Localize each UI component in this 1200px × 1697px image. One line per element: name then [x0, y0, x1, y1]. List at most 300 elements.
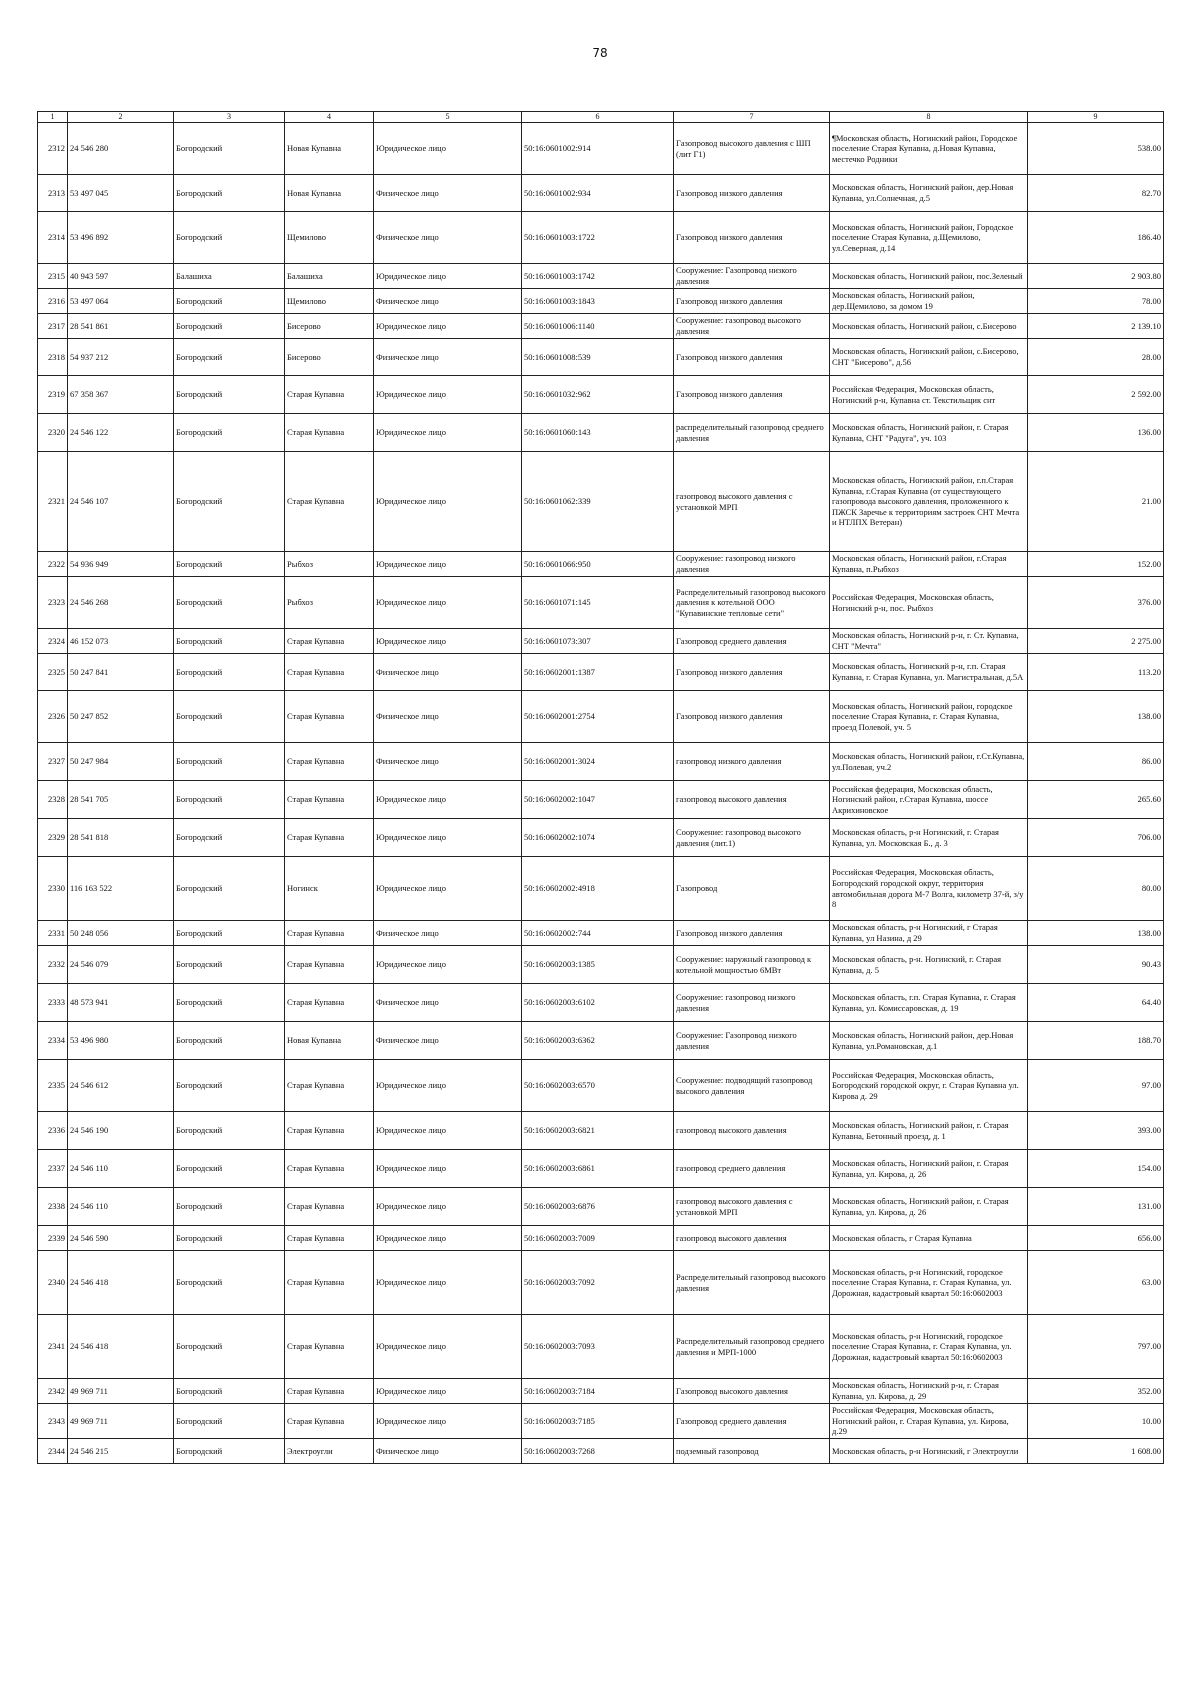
cadastral-number: 50:16:0601066:950: [522, 552, 674, 577]
object-name: Сооружение: газопровод высокого давления (лит.1): [674, 819, 830, 857]
district: Богородский: [174, 984, 285, 1022]
table-row: [38, 921, 1164, 946]
table-row: [38, 629, 1164, 654]
row-number: 2326: [38, 691, 68, 743]
area-value: 188.70: [1028, 1022, 1164, 1060]
cadastral-number: 50:16:0601008:539: [522, 339, 674, 376]
registry-table: [37, 111, 1164, 1464]
row-number: 2328: [38, 781, 68, 819]
object-id: 24 546 190: [68, 1112, 174, 1150]
cadastral-number: 50:16:0601071:145: [522, 577, 674, 629]
locality: Старая Купавна: [285, 376, 374, 414]
address: Московская область, р-н Ногинский, городское поселение Старая Купавна, г. Старая Купавна, ул. Дорожная, кадастровый квартал 50:16:0602003: [830, 1251, 1028, 1315]
row-number: 2319: [38, 376, 68, 414]
district: Богородский: [174, 1060, 285, 1112]
district: Богородский: [174, 743, 285, 781]
district: Богородский: [174, 376, 285, 414]
object-name: Распределительный газопровод среднего давления и МРП-1000: [674, 1315, 830, 1379]
table-row: [38, 414, 1164, 452]
locality: Бисерово: [285, 314, 374, 339]
address: Московская область, Ногинский район, дер.Новая Купавна, ул.Романовская, д.1: [830, 1022, 1028, 1060]
owner-type: Юридическое лицо: [374, 1188, 522, 1226]
table-row: [38, 264, 1164, 289]
address: Российская федерация, Московская область, Ногинский район, г.Старая Купавна, шоссе Акрихиновское: [830, 781, 1028, 819]
area-value: 706.00: [1028, 819, 1164, 857]
district: Богородский: [174, 654, 285, 691]
address: Московская область, Ногинский район, дер.Новая Купавна, ул.Солнечная, д.5: [830, 175, 1028, 212]
object-name: газопровод высокого давления: [674, 1112, 830, 1150]
object-name: газопровод высокого давления: [674, 1226, 830, 1251]
object-name: газопровод низкого давления: [674, 743, 830, 781]
locality: Бисерово: [285, 339, 374, 376]
object-name: подземный газопровод: [674, 1438, 830, 1463]
table-row: [38, 857, 1164, 921]
object-id: 24 546 079: [68, 946, 174, 984]
table-row: [38, 1022, 1164, 1060]
object-id: 24 546 110: [68, 1188, 174, 1226]
object-id: 49 969 711: [68, 1404, 174, 1439]
owner-type: Юридическое лицо: [374, 1226, 522, 1251]
table-row: [38, 1404, 1164, 1439]
object-id: 50 247 984: [68, 743, 174, 781]
locality: Новая Купавна: [285, 175, 374, 212]
table-row: [38, 123, 1164, 175]
area-value: 64.40: [1028, 984, 1164, 1022]
area-value: 152.00: [1028, 552, 1164, 577]
cadastral-number: 50:16:0601002:934: [522, 175, 674, 212]
owner-type: Юридическое лицо: [374, 819, 522, 857]
district: Богородский: [174, 123, 285, 175]
object-id: 53 497 064: [68, 289, 174, 314]
owner-type: Физическое лицо: [374, 743, 522, 781]
object-name: Сооружение: наружный газопровод к котельной мощностью 6МВт: [674, 946, 830, 984]
object-name: Газопровод низкого давления: [674, 921, 830, 946]
address: Московская область, р-н Ногинский, г. Старая Купавна, ул. Московская Б., д. 3: [830, 819, 1028, 857]
area-value: 138.00: [1028, 921, 1164, 946]
object-id: 24 546 280: [68, 123, 174, 175]
table-row: [38, 175, 1164, 212]
table-row: [38, 376, 1164, 414]
owner-type: Юридическое лицо: [374, 452, 522, 552]
owner-type: Юридическое лицо: [374, 552, 522, 577]
owner-type: Физическое лицо: [374, 175, 522, 212]
locality: Старая Купавна: [285, 984, 374, 1022]
area-value: 90.43: [1028, 946, 1164, 984]
row-number: 2324: [38, 629, 68, 654]
district: Богородский: [174, 629, 285, 654]
table-row: [38, 339, 1164, 376]
object-name: Газопровод низкого давления: [674, 376, 830, 414]
cadastral-number: 50:16:0601062:339: [522, 452, 674, 552]
object-id: 24 546 268: [68, 577, 174, 629]
table-row: [38, 1315, 1164, 1379]
table-row: [38, 1379, 1164, 1404]
object-name: Газопровод низкого давления: [674, 289, 830, 314]
cadastral-number: 50:16:0601002:914: [522, 123, 674, 175]
cadastral-number: 50:16:0602003:7185: [522, 1404, 674, 1439]
object-id: 24 546 122: [68, 414, 174, 452]
object-id: 24 546 215: [68, 1438, 174, 1463]
locality: Старая Купавна: [285, 1404, 374, 1439]
row-number: 2318: [38, 339, 68, 376]
district: Богородский: [174, 819, 285, 857]
address: Российская Федерация, Московская область, Ногинский район, г. Старая Купавна, ул. Кирова, д.29: [830, 1404, 1028, 1439]
owner-type: Юридическое лицо: [374, 629, 522, 654]
locality: Новая Купавна: [285, 1022, 374, 1060]
object-name: распределительный газопровод среднего давления: [674, 414, 830, 452]
cadastral-number: 50:16:0602003:6102: [522, 984, 674, 1022]
district: Богородский: [174, 577, 285, 629]
locality: Новая Купавна: [285, 123, 374, 175]
object-id: 28 541 705: [68, 781, 174, 819]
address: Московская область, р-н Ногинский, г Старая Купавна, ул Назина, д 29: [830, 921, 1028, 946]
cadastral-number: 50:16:0601003:1843: [522, 289, 674, 314]
cadastral-number: 50:16:0602001:2754: [522, 691, 674, 743]
cadastral-number: 50:16:0601006:1140: [522, 314, 674, 339]
object-name: Распределительный газопровод высокого давления: [674, 1251, 830, 1315]
owner-type: Физическое лицо: [374, 339, 522, 376]
locality: Старая Купавна: [285, 1251, 374, 1315]
column-header: 9: [1028, 112, 1164, 123]
locality: Старая Купавна: [285, 819, 374, 857]
district: Богородский: [174, 1022, 285, 1060]
object-name: Сооружение: подводящий газопровод высокого давления: [674, 1060, 830, 1112]
row-number: 2342: [38, 1379, 68, 1404]
area-value: 393.00: [1028, 1112, 1164, 1150]
owner-type: Юридическое лицо: [374, 946, 522, 984]
locality: Старая Купавна: [285, 654, 374, 691]
object-name: Сооружение: газопровод низкого давления: [674, 552, 830, 577]
area-value: 28.00: [1028, 339, 1164, 376]
table-row: [38, 781, 1164, 819]
area-value: 2 592.00: [1028, 376, 1164, 414]
owner-type: Юридическое лицо: [374, 1060, 522, 1112]
district: Богородский: [174, 452, 285, 552]
object-id: 116 163 522: [68, 857, 174, 921]
row-number: 2317: [38, 314, 68, 339]
object-id: 53 497 045: [68, 175, 174, 212]
area-value: 352.00: [1028, 1379, 1164, 1404]
owner-type: Физическое лицо: [374, 691, 522, 743]
locality: Рыбхоз: [285, 552, 374, 577]
district: Богородский: [174, 1404, 285, 1439]
column-header: 1: [38, 112, 68, 123]
object-id: 46 152 073: [68, 629, 174, 654]
owner-type: Юридическое лицо: [374, 1315, 522, 1379]
object-name: газопровод высокого давления: [674, 781, 830, 819]
object-name: Газопровод среднего давления: [674, 629, 830, 654]
owner-type: Юридическое лицо: [374, 1251, 522, 1315]
address: ¶Московская область, Ногинский район, Городское поселение Старая Купавна, д.Новая Купавна, местечко Родники: [830, 123, 1028, 175]
object-name: Сооружение: Газопровод низкого давления: [674, 264, 830, 289]
area-value: 1 608.00: [1028, 1438, 1164, 1463]
area-value: 797.00: [1028, 1315, 1164, 1379]
row-number: 2332: [38, 946, 68, 984]
row-number: 2320: [38, 414, 68, 452]
address: Московская область, Ногинский район, с.Бисерово, СНТ "Бисерово", д.56: [830, 339, 1028, 376]
row-number: 2331: [38, 921, 68, 946]
locality: Старая Купавна: [285, 414, 374, 452]
address: Московская область, Ногинский район, г. Старая Купавна, Бетонный проезд, д. 1: [830, 1112, 1028, 1150]
address: Московская область, р-н Ногинский, городское поселение Старая Купавна, г. Старая Купавна, ул. Дорожная, кадастровый квартал 50:16:0602003: [830, 1315, 1028, 1379]
owner-type: Юридическое лицо: [374, 123, 522, 175]
area-value: 10.00: [1028, 1404, 1164, 1439]
row-number: 2337: [38, 1150, 68, 1188]
object-name: Газопровод низкого давления: [674, 691, 830, 743]
row-number: 2327: [38, 743, 68, 781]
area-value: 656.00: [1028, 1226, 1164, 1251]
table-row: [38, 212, 1164, 264]
row-number: 2315: [38, 264, 68, 289]
district: Богородский: [174, 414, 285, 452]
address: Московская область, Ногинский район, г. Старая Купавна, СНТ "Радуга", уч. 103: [830, 414, 1028, 452]
table-row: [38, 1150, 1164, 1188]
address: Российская Федерация, Московская область, Ногинский р-н, пос. Рыбхоз: [830, 577, 1028, 629]
area-value: 63.00: [1028, 1251, 1164, 1315]
district: Богородский: [174, 1438, 285, 1463]
locality: Рыбхоз: [285, 577, 374, 629]
table-row: [38, 654, 1164, 691]
owner-type: Юридическое лицо: [374, 414, 522, 452]
row-number: 2339: [38, 1226, 68, 1251]
district: Балашиха: [174, 264, 285, 289]
table-row: [38, 314, 1164, 339]
owner-type: Юридическое лицо: [374, 1150, 522, 1188]
district: Богородский: [174, 857, 285, 921]
address: Российская Федерация, Московская область, Богородский городской округ, территория автомобильная дорога М-7 Волга, километр 37-й, з/у 8: [830, 857, 1028, 921]
cadastral-number: 50:16:0602003:7009: [522, 1226, 674, 1251]
object-id: 50 247 852: [68, 691, 174, 743]
cadastral-number: 50:16:0602003:7093: [522, 1315, 674, 1379]
object-name: Сооружение: газопровод низкого давления: [674, 984, 830, 1022]
address: Московская область, р-н Ногинский, г Электроугли: [830, 1438, 1028, 1463]
locality: Старая Купавна: [285, 691, 374, 743]
locality: Ногинск: [285, 857, 374, 921]
owner-type: Юридическое лицо: [374, 264, 522, 289]
row-number: 2335: [38, 1060, 68, 1112]
address: Московская область, Ногинский район, г.Старая Купавна, п.Рыбхоз: [830, 552, 1028, 577]
object-id: 53 496 980: [68, 1022, 174, 1060]
address: Московская область, Ногинский район, г.п.Старая Купавна, г.Старая Купавна (от существующего газопровода высокого давления, проложенного к ПЖСК Заречье к территориям застроек СНТ Мечта и НТЛПХ Ветеран): [830, 452, 1028, 552]
locality: Старая Купавна: [285, 1150, 374, 1188]
header-row: [38, 112, 1164, 123]
object-name: Распределительный газопровод высокого давления к котельной ООО "Купавинские тепловые сети": [674, 577, 830, 629]
locality: Старая Купавна: [285, 1188, 374, 1226]
owner-type: Физическое лицо: [374, 212, 522, 264]
district: Богородский: [174, 691, 285, 743]
address: Московская область, Ногинский район, с.Бисерово: [830, 314, 1028, 339]
column-header: 8: [830, 112, 1028, 123]
area-value: 97.00: [1028, 1060, 1164, 1112]
cadastral-number: 50:16:0602003:7268: [522, 1438, 674, 1463]
object-id: 24 546 107: [68, 452, 174, 552]
cadastral-number: 50:16:0602002:4918: [522, 857, 674, 921]
address: Московская область, Ногинский район, Городское поселение Старая Купавна, д.Щемилово, ул.Северная, д.14: [830, 212, 1028, 264]
address: Московская область, Ногинский район, дер.Щемилово, за домом 19: [830, 289, 1028, 314]
cadastral-number: 50:16:0602003:1385: [522, 946, 674, 984]
district: Богородский: [174, 314, 285, 339]
table-row: [38, 552, 1164, 577]
cadastral-number: 50:16:0601060:143: [522, 414, 674, 452]
cadastral-number: 50:16:0602003:7092: [522, 1251, 674, 1315]
district: Богородский: [174, 1315, 285, 1379]
table-row: [38, 691, 1164, 743]
locality: Старая Купавна: [285, 921, 374, 946]
row-number: 2334: [38, 1022, 68, 1060]
cadastral-number: 50:16:0602002:744: [522, 921, 674, 946]
locality: Старая Купавна: [285, 1112, 374, 1150]
row-number: 2325: [38, 654, 68, 691]
district: Богородский: [174, 1226, 285, 1251]
cadastral-number: 50:16:0602002:1047: [522, 781, 674, 819]
object-id: 24 546 418: [68, 1315, 174, 1379]
table-row: [38, 1438, 1164, 1463]
object-name: Газопровод высокого давления с ШП (лит Г1): [674, 123, 830, 175]
object-id: 28 541 818: [68, 819, 174, 857]
address: Московская область, г Старая Купавна: [830, 1226, 1028, 1251]
area-value: 136.00: [1028, 414, 1164, 452]
column-header: 5: [374, 112, 522, 123]
owner-type: Юридическое лицо: [374, 577, 522, 629]
area-value: 131.00: [1028, 1188, 1164, 1226]
table-row: [38, 1060, 1164, 1112]
object-name: Сооружение: газопровод высокого давления: [674, 314, 830, 339]
table-row: [38, 289, 1164, 314]
district: Богородский: [174, 946, 285, 984]
row-number: 2313: [38, 175, 68, 212]
district: Богородский: [174, 1188, 285, 1226]
row-number: 2340: [38, 1251, 68, 1315]
table-row: [38, 946, 1164, 984]
object-id: 28 541 861: [68, 314, 174, 339]
address: Московская область, р-н. Ногинский, г. Старая Купавна, д. 5: [830, 946, 1028, 984]
table-row: [38, 1251, 1164, 1315]
table-row: [38, 984, 1164, 1022]
row-number: 2338: [38, 1188, 68, 1226]
cadastral-number: 50:16:0601003:1722: [522, 212, 674, 264]
object-id: 54 936 949: [68, 552, 174, 577]
district: Богородский: [174, 781, 285, 819]
object-id: 53 496 892: [68, 212, 174, 264]
table-row: [38, 1226, 1164, 1251]
cadastral-number: 50:16:0602001:1387: [522, 654, 674, 691]
object-id: 24 546 110: [68, 1150, 174, 1188]
locality: Старая Купавна: [285, 781, 374, 819]
owner-type: Физическое лицо: [374, 1438, 522, 1463]
area-value: 82.70: [1028, 175, 1164, 212]
owner-type: Физическое лицо: [374, 654, 522, 691]
owner-type: Физическое лицо: [374, 1022, 522, 1060]
address: Московская область, Ногинский район, г. Старая Купавна, ул. Кирова, д. 26: [830, 1188, 1028, 1226]
address: Московская область, Ногинский р-н, г.п. Старая Купавна, г. Старая Купавна, ул. Магистральная, д.5А: [830, 654, 1028, 691]
owner-type: Юридическое лицо: [374, 1404, 522, 1439]
object-name: Газопровод среднего давления: [674, 1404, 830, 1439]
row-number: 2343: [38, 1404, 68, 1439]
cadastral-number: 50:16:0602003:6861: [522, 1150, 674, 1188]
column-header: 6: [522, 112, 674, 123]
object-name: Сооружение: Газопровод низкого давления: [674, 1022, 830, 1060]
district: Богородский: [174, 552, 285, 577]
area-value: 154.00: [1028, 1150, 1164, 1188]
area-value: 265.60: [1028, 781, 1164, 819]
table-row: [38, 819, 1164, 857]
area-value: 78.00: [1028, 289, 1164, 314]
cadastral-number: 50:16:0602002:1074: [522, 819, 674, 857]
address: Московская область, г.п. Старая Купавна, г. Старая Купавна, ул. Комиссаровская, д. 19: [830, 984, 1028, 1022]
cadastral-number: 50:16:0602003:6821: [522, 1112, 674, 1150]
area-value: 113.20: [1028, 654, 1164, 691]
object-id: 54 937 212: [68, 339, 174, 376]
table-row: [38, 743, 1164, 781]
object-name: Газопровод: [674, 857, 830, 921]
table-row: [38, 1112, 1164, 1150]
row-number: 2321: [38, 452, 68, 552]
row-number: 2312: [38, 123, 68, 175]
object-name: газопровод высокого давления с установкой МРП: [674, 452, 830, 552]
area-value: 2 275.00: [1028, 629, 1164, 654]
area-value: 376.00: [1028, 577, 1164, 629]
owner-type: Физическое лицо: [374, 984, 522, 1022]
area-value: 80.00: [1028, 857, 1164, 921]
row-number: 2322: [38, 552, 68, 577]
area-value: 538.00: [1028, 123, 1164, 175]
area-value: 138.00: [1028, 691, 1164, 743]
table-row: [38, 577, 1164, 629]
object-id: 24 546 418: [68, 1251, 174, 1315]
object-name: газопровод высокого давления с установкой МРП: [674, 1188, 830, 1226]
cadastral-number: 50:16:0602001:3024: [522, 743, 674, 781]
owner-type: Юридическое лицо: [374, 1379, 522, 1404]
locality: Балашиха: [285, 264, 374, 289]
district: Богородский: [174, 1150, 285, 1188]
object-name: Газопровод низкого давления: [674, 175, 830, 212]
area-value: 186.40: [1028, 212, 1164, 264]
object-name: Газопровод низкого давления: [674, 339, 830, 376]
object-id: 50 247 841: [68, 654, 174, 691]
address: Московская область, Ногинский район, г. Старая Купавна, ул. Кирова, д. 26: [830, 1150, 1028, 1188]
object-name: Газопровод низкого давления: [674, 212, 830, 264]
owner-type: Юридическое лицо: [374, 781, 522, 819]
address: Московская область, Ногинский район, городское поселение Старая Купавна, г. Старая Купавна, проезд Полевой, уч. 5: [830, 691, 1028, 743]
locality: Электроугли: [285, 1438, 374, 1463]
row-number: 2330: [38, 857, 68, 921]
row-number: 2341: [38, 1315, 68, 1379]
locality: Старая Купавна: [285, 629, 374, 654]
address: Московская область, Ногинский р-н, г. Ст. Купавна, СНТ "Мечта": [830, 629, 1028, 654]
row-number: 2314: [38, 212, 68, 264]
cadastral-number: 50:16:0601003:1742: [522, 264, 674, 289]
column-header: 4: [285, 112, 374, 123]
object-id: 67 358 367: [68, 376, 174, 414]
cadastral-number: 50:16:0601073:307: [522, 629, 674, 654]
locality: Старая Купавна: [285, 743, 374, 781]
owner-type: Физическое лицо: [374, 921, 522, 946]
object-id: 50 248 056: [68, 921, 174, 946]
district: Богородский: [174, 212, 285, 264]
column-header: 7: [674, 112, 830, 123]
area-value: 2 139.10: [1028, 314, 1164, 339]
cadastral-number: 50:16:0602003:6362: [522, 1022, 674, 1060]
area-value: 21.00: [1028, 452, 1164, 552]
row-number: 2336: [38, 1112, 68, 1150]
object-name: Газопровод низкого давления: [674, 654, 830, 691]
table-row: [38, 1188, 1164, 1226]
cadastral-number: 50:16:0601032:962: [522, 376, 674, 414]
column-header: 3: [174, 112, 285, 123]
locality: Щемилово: [285, 289, 374, 314]
address: Российская Федерация, Московская область, Богородский городской округ, г. Старая Купавна ул. Кирова д. 29: [830, 1060, 1028, 1112]
district: Богородский: [174, 175, 285, 212]
